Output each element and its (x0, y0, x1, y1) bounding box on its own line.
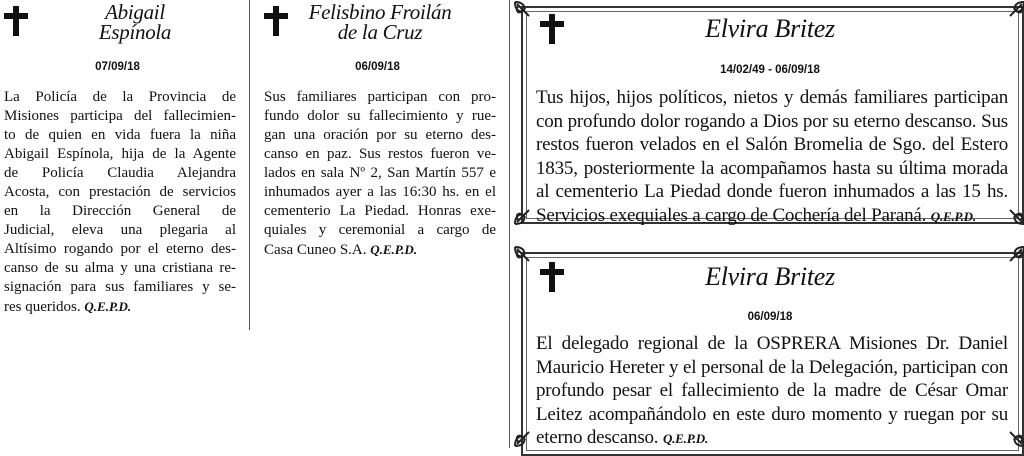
deceased-name: Felisbino Froilán de la Cruz (308, 0, 452, 44)
notice-text: Sus familiares participan con pro- fundo dolor su fallecimiento y rue- gan una oración por su eterno des- canso en paz. Sus restos fueron ve- lados en sala Nº 2, San Martín 557 e inhumados ayer a las 16:30 hs. en el cementerio La Piedad. Honras exe- quiales y ceremonial a cargo de Casa Cuneo S.A. Q.E.P.D. (264, 89, 496, 258)
date: 06/09/18 (747, 311, 793, 323)
qepd: Q.E.P.D. (662, 431, 709, 446)
cross-icon (4, 6, 28, 36)
qepd: Q.E.P.D. (370, 242, 417, 257)
deceased-name: Elvira Britez (705, 14, 835, 43)
notice-text: Tus hijos, hijos políticos, nietos y demás familiares participan con profundo dolor rogando a Dios por su eterno descanso. Sus restos fueron velados en el Salón Bromelia de Sgo. del Estero 1835, posteriormente la acompañamos hasta su última morada al cementerio La Piedad donde fueron inhumados a las 15 hs. Servicios exequiales a cargo de Cochería del Paraná. Q.E.P.D. (536, 87, 1008, 226)
deceased-name: Elvira Britez (705, 262, 835, 291)
corner-ornament-icon (992, 0, 1024, 34)
corner-ornament-icon (992, 245, 1024, 279)
column-divider (249, 0, 250, 330)
notice-text: El delegado regional de la OSPRERA Misiones Dr. Daniel Mauricio Hereter y el personal de la Delegación, participan con profundo pesar el fallecimiento de la madre de César Omar Leitez acompañándolo en este duro momento y ruegan por su eterno descanso. Q.E.P.D. (536, 333, 1008, 448)
cross-icon (264, 6, 288, 36)
date: 06/09/18 (355, 61, 400, 73)
cross-icon (540, 14, 564, 44)
column-divider (509, 0, 510, 448)
notice-text: La Policía de la Provincia de Misiones participa del fallecimien- to de quien en vida fuera la niña Abigail Espínola, hija de la Agente de Policía Claudia Alejandra Acosta, con prestación de servicios en la Dirección General de Judicial, eleva una plegaria al Altísimo rogando por el eterno des- canso de su alma y una cristiana re- signación para sus familiares y se- res queridos. Q.E.P.D. (4, 89, 236, 315)
qepd: Q.E.P.D. (930, 208, 976, 224)
date: 14/02/49 - 06/09/18 (720, 64, 820, 76)
deceased-name: Abigail Espínola (98, 0, 172, 44)
qepd: Q.E.P.D. (84, 299, 132, 314)
cross-icon (540, 262, 564, 292)
date: 07/09/18 (95, 61, 140, 73)
